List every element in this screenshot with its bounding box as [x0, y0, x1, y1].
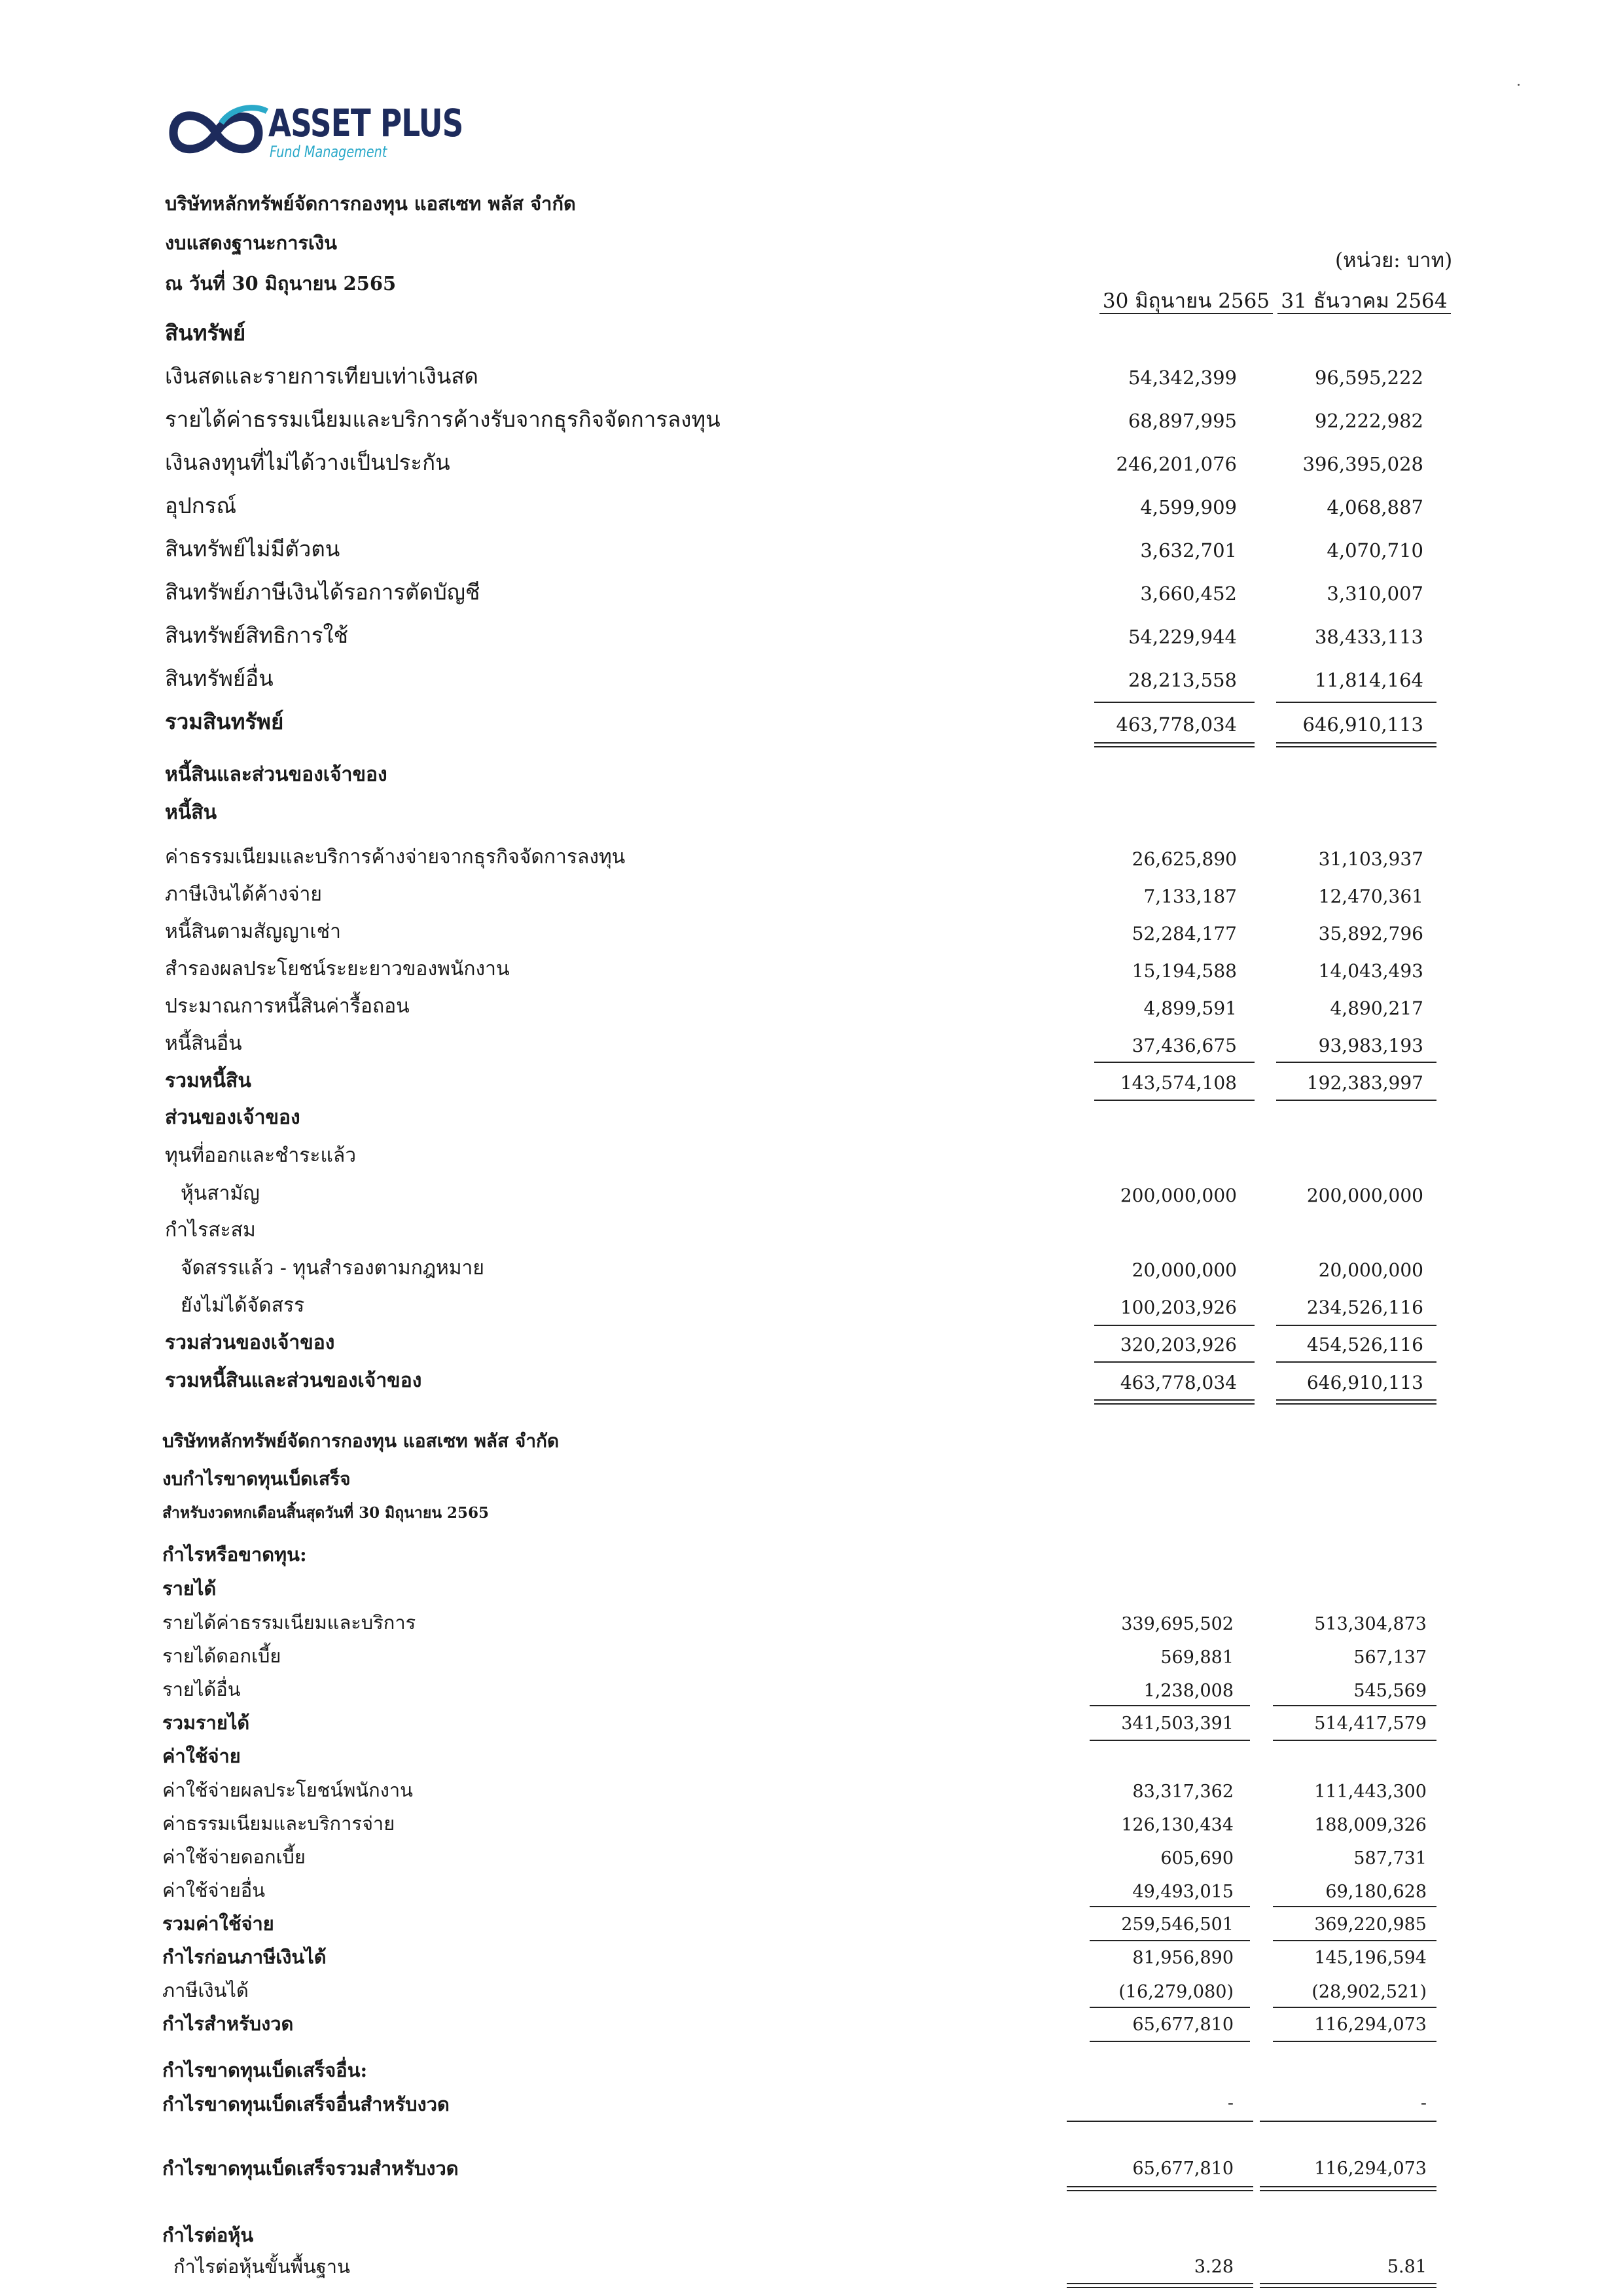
subtotal-rule [1276, 1062, 1436, 1063]
income-statement-title: งบกำไรขาดทุนเบ็ดเสร็จ [162, 1468, 351, 1490]
expenses-title: ค่าใช้จ่าย [162, 1745, 241, 1767]
subtotal-rule [1090, 1740, 1250, 1741]
revenue-title: รายได้ [162, 1577, 217, 1600]
subtotal-rule [1090, 1705, 1250, 1706]
total-double-rule [1094, 1399, 1255, 1405]
income-period: สำหรับงวดหกเดือนสิ้นสุดวันที่ 30 มิถุนายน 2565 [162, 1504, 490, 1522]
column-underline [1277, 313, 1451, 314]
subtotal-rule [1067, 2121, 1253, 2122]
subtotal-rule [1094, 1361, 1255, 1363]
total-double-rule [1094, 742, 1255, 747]
capital-title: ทุนที่ออกและชำระแล้ว [165, 1144, 357, 1167]
total-double-rule [1276, 1399, 1436, 1405]
scan-dot [1518, 84, 1520, 86]
subtotal-rule [1273, 1740, 1436, 1741]
subtotal-rule [1273, 1705, 1436, 1706]
logo-subtitle: Fund Management [270, 143, 387, 161]
subtotal-rule [1094, 1325, 1255, 1326]
subtotal-rule [1090, 2041, 1250, 2042]
oci-title: กำไรขาดทุนเบ็ดเสร็จอื่น: [162, 2059, 368, 2081]
subtotal-rule [1276, 1361, 1436, 1363]
liabilities-equity-title: หนี้สินและส่วนของเจ้าของ [165, 763, 387, 786]
liabilities-title: หนี้สิน [165, 801, 217, 824]
unit-label: (หน่วย: บาท) [1335, 249, 1453, 272]
statement-title: งบแสดงฐานะการเงิน [165, 232, 337, 254]
subtotal-rule [1273, 1906, 1436, 1907]
total-double-rule [1260, 2283, 1436, 2288]
total-double-rule [1067, 2283, 1253, 2288]
subtotal-rule [1094, 1100, 1255, 1101]
assets-section-title: สินทรัพย์ [165, 320, 246, 346]
subtotal-rule [1094, 1062, 1255, 1063]
subtotal-rule [1090, 1940, 1250, 1941]
column-header-2565: 30 มิถุนายน 2565 [1102, 289, 1270, 313]
subtotal-rule [1273, 2041, 1436, 2042]
company-name: บริษัทหลักทรัพย์จัดการกองทุน แอสเซท พลัส จำกัด [165, 192, 576, 215]
subtotal-rule [1276, 1100, 1436, 1101]
retained-title: กำไรสะสม [165, 1219, 256, 1242]
subtotal-rule [1276, 702, 1436, 703]
pl-title: กำไรหรือขาดทุน: [162, 1543, 307, 1566]
subtotal-rule [1090, 2007, 1250, 2008]
income-company-name: บริษัทหลักทรัพย์จัดการกองทุน แอสเซท พลัส จำกัด [162, 1430, 560, 1452]
total-double-rule [1276, 742, 1436, 747]
subtotal-rule [1094, 702, 1255, 703]
company-logo [164, 97, 463, 169]
subtotal-rule [1273, 1940, 1436, 1941]
logo-name: ASSET PLUS [268, 101, 463, 145]
statement-date: ณ วันที่ 30 มิถุนายน 2565 [165, 272, 397, 295]
total-double-rule [1260, 2186, 1436, 2191]
subtotal-rule [1260, 2121, 1436, 2122]
eps-title: กำไรต่อหุ้น [162, 2224, 254, 2246]
column-header-2564: 31 ธันวาคม 2564 [1281, 289, 1448, 313]
column-underline [1099, 313, 1273, 314]
subtotal-rule [1090, 1906, 1250, 1907]
subtotal-rule [1273, 2007, 1436, 2008]
infinity-logo-icon [164, 97, 268, 169]
total-double-rule [1067, 2186, 1253, 2191]
equity-title: ส่วนของเจ้าของ [165, 1106, 300, 1129]
subtotal-rule [1276, 1325, 1436, 1326]
